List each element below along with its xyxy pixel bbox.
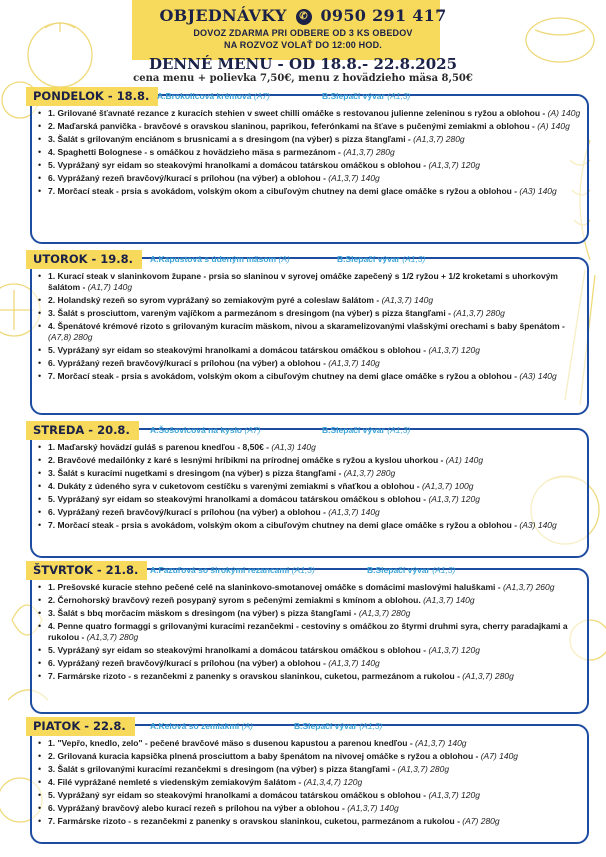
menu-item: • 6. Vyprážaný rezeň bravčový/kurací s prílohou (na výber) a oblohou - (A1,3,7) 140g: [32, 507, 581, 518]
day-label: PONDELOK - 18.8.: [26, 87, 158, 106]
soup-a: A.Kelová so zemiakmi (A): [150, 721, 254, 731]
day-section-tuesday: [30, 252, 589, 415]
menu-item: • 7. Morčací steak - prsia s avokádom, volským okom a cibuľovým chutney na demi glace omáčke s ryžou a oblohou - (A3) 140g: [32, 520, 581, 531]
menu-item: • 1. Kurací steak v slaninkovom župane - prsia so slaninou v syrovej omáčke zapečený s 1/2 ryžou + 1/2 kroketami s uhorkovým šalátom - (A1,7) 140g: [32, 271, 581, 293]
menu-list: [32, 271, 581, 384]
menu-item: • 4. Špenátové krémové rizoto s grilovaným kuracím mäskom, nivou a skaramelizovanými vlašskými orechami s baby špenátom - (A7,8) 280g: [32, 321, 581, 343]
delivery-note: DOVOZ ZDARMA PRI ODBERE OD 3 KS OBEDOV: [193, 28, 413, 38]
menu-item: • 7. Farmárske rizoto - s rezančekmi z panenky s oravskou slaninkou, cuketou, parmezánom a rukolou - (A1,3,7) 280g: [32, 671, 581, 682]
day-section-friday: [30, 719, 589, 844]
menu-item: • 2. Grilovaná kuracia kapsička plnená prosciuttom a baby špenátom na nivovej omáčke s ryžou a oblohou - (A7) 140g: [32, 751, 581, 762]
menu-list: [32, 442, 581, 533]
order-label: OBJEDNÁVKY: [159, 6, 287, 25]
day-label: UTOROK - 19.8.: [26, 250, 142, 269]
menu-item: • 6. Vyprážaný rezeň bravčový/kurací s prílohou (na výber) a oblohou - (A1,3,7) 140g: [32, 173, 581, 184]
phone-icon: ✆: [296, 9, 312, 25]
page-title: DENNÉ MENU - OD 18.8.- 22.8.2025: [148, 55, 458, 73]
menu-item: • 7. Morčací steak - prsia s avokádom, volským okom a cibuľovým chutney na demi glace omáčke s ryžou a oblohou - (A3) 140g: [32, 371, 581, 382]
menu-item: • 3. Šalát s prosciuttom, vareným vajíčkom a parmezánom s dresingom (na výber) s pizza štangľami - (A1,3,7) 280g: [32, 308, 581, 319]
menu-item: • 3. Šalát s kuracími nugetkami s dresingom (na výber) s pizza štangľami - (A1,3,7) 280g: [32, 468, 581, 479]
day-label: ŠTVRTOK - 21.8.: [26, 561, 147, 580]
menu-item: • 1. Maďarský hovädzí guláš s parenou knedľou - 8,50€ - (A1,3) 140g: [32, 442, 581, 453]
menu-item: • 7. Morčací steak - prsia s avokádom, volským okom a cibuľovým chutney na demi glace omáčke s ryžou a oblohou - (A3) 140g: [32, 186, 581, 197]
menu-item: • 7. Farmárske rizoto - s rezančekmi z panenky s oravskou slaninkou, cuketou, parmezánom a rukolou - (A7) 280g: [32, 816, 581, 827]
menu-item: • 4. Penne quatro formaggi s grilovanými kuracími rezančekmi - cestoviny s omáčkou zo štyrmi druhmi syra, cherry paradajkami a rukolou - (A1,3,7) 280g: [32, 621, 581, 643]
menu-item: • 5. Vyprážaný syr eidam so steakovými hranolkami a domácou tatárskou omáčkou s oblohou - (A1,3,7) 120g: [32, 345, 581, 356]
menu-item: • 1. Prešovské kuracie stehno pečené celé na slaninkovo-smotanovej omáčke s domácimi maslovými haluškami - (A1,3,7) 260g: [32, 582, 581, 593]
call-note: NA ROZVOZ VOLAŤ DO 12:00 HOD.: [224, 40, 382, 50]
soup-a: A.Šošovicová na kyslo (A7): [150, 425, 261, 435]
menu-list: [32, 738, 581, 829]
soup-b: B.Slepačí vývar (A1,3): [337, 254, 426, 264]
menu-item: • 5. Vyprážaný syr eidam so steakovými hranolkami a domácou tatárskou omáčkou s oblohou - (A1,3,7) 120g: [32, 160, 581, 171]
menu-item: • 6. Vyprážaný rezeň bravčový/kurací s prílohou (na výber) a oblohou - (A1,3,7) 140g: [32, 358, 581, 369]
soup-a: A.Fazuľová so širokými rezancami (A1,3): [150, 565, 315, 575]
day-label: PIATOK - 22.8.: [26, 717, 135, 736]
menu-item: • 5. Vyprážaný syr eidam so steakovými hranolkami a domácou tatárskou omáčkou s oblohou - (A1,3,7) 120g: [32, 790, 581, 801]
menu-item: • 2. Bravčové medailónky z karé s lesnými hríbikmi na prírodnej omáčke s ryžou a kyslou uhorkou - (A1) 140g: [32, 455, 581, 466]
soup-b: B.Slepačí vývar (A1,3): [367, 565, 456, 575]
menu-item: • 5. Vyprážaný syr eidam so steakovými hranolkami a domácou tatárskou omáčkou s oblohou - (A1,3,7) 120g: [32, 494, 581, 505]
menu-item: • 3. Šalát s grilovaným enciánom s brusnicami a s dresingom (na výber) s pizza štangľami - (A1,3,7) 280g: [32, 134, 581, 145]
menu-item: • 6. Vyprážaný bravčový alebo kurací rezeň s prílohou na výber a oblohou - (A1,3,7) 140g: [32, 803, 581, 814]
price-line: cena menu + polievka 7,50€, menu z hovädzieho mäsa 8,50€: [133, 73, 473, 84]
menu-item: • 6. Vyprážaný rezeň bravčový/kurací s prílohou (na výber) a oblohou - (A1,3,7) 140g: [32, 658, 581, 669]
menu-item: • 5. Vyprážaný syr eidam so steakovými hranolkami a domácou tatárskou omáčkou s oblohou - (A1,3,7) 120g: [32, 645, 581, 656]
menu-item: • 4. Spaghetti Bolognese - s omáčkou z hovädzieho mäsa s parmezánom - (A1,3,7) 280g: [32, 147, 581, 158]
phone-number[interactable]: 0950 291 417: [320, 6, 447, 25]
menu-item: • 2. Černohorský bravčový rezeň posypaný syrom s pečenými zemiakmi s kmínom a oblohou. (A1,3,7) 140g: [32, 595, 581, 606]
menu-item: • 1. Grilované šťavnaté rezance z kuracích stehien v sweet chilli omáčke s restovanou julienne zeleninou s ryžou a oblohou - (A) 140g: [32, 108, 581, 119]
day-label: STREDA - 20.8.: [26, 421, 139, 440]
menu-item: • 3. Šalát s bbq morčacím mäskom s dresingom (na výber) s pizza štangľami - (A1,3,7) 280g: [32, 608, 581, 619]
menu-item: • 4. Dukáty z údeného syra v cuketovom cestíčku s varenými zemiakmi s vňaťkou a oblohou - (A1,3,7) 100g: [32, 481, 581, 492]
menu-item: • 2. Holandský rezeň so syrom vyprážaný so zemiakovým pyré a coleslaw šalátom - (A1,3,7) 140g: [32, 295, 581, 306]
soup-a: A.Brokolicová krémová (A7): [157, 91, 270, 101]
day-section-wednesday: [30, 423, 589, 558]
soup-b: B.Slepačí vývar (A1,3): [322, 91, 411, 101]
soup-b: B.Slepačí vývar (A1,3): [322, 425, 411, 435]
menu-item: • 3. Šalát s grilovanými kuracími rezančekmi s dresingom (na výber) s pizza štangľami - (A1,3,7) 280g: [32, 764, 581, 775]
menu-item: • 4. Filé vyprážané nemleté s viedenským zemiakovým šalátom - (A1,3,4,7) 120g: [32, 777, 581, 788]
soup-a: A.Kapustová s údeným mäsom (A): [150, 254, 290, 264]
order-line: [0, 6, 606, 25]
menu-item: • 1. "Vepřo, knedlo, zelo" - pečené bravčové mäso s dusenou kapustou a parenou knedľou - (A1,3,7) 140g: [32, 738, 581, 749]
day-section-monday: [30, 89, 589, 244]
soup-b: B.Slepačí vývar (A1,3): [294, 721, 383, 731]
day-section-thursday: [30, 563, 589, 714]
menu-item: • 2. Maďarská panvička - bravčové s oravskou slaninou, paprikou, feferónkami na šťave s pučenými zemiakmi a oblohou - (A) 140g: [32, 121, 581, 132]
menu-list: [32, 582, 581, 684]
menu-list: [32, 108, 581, 199]
